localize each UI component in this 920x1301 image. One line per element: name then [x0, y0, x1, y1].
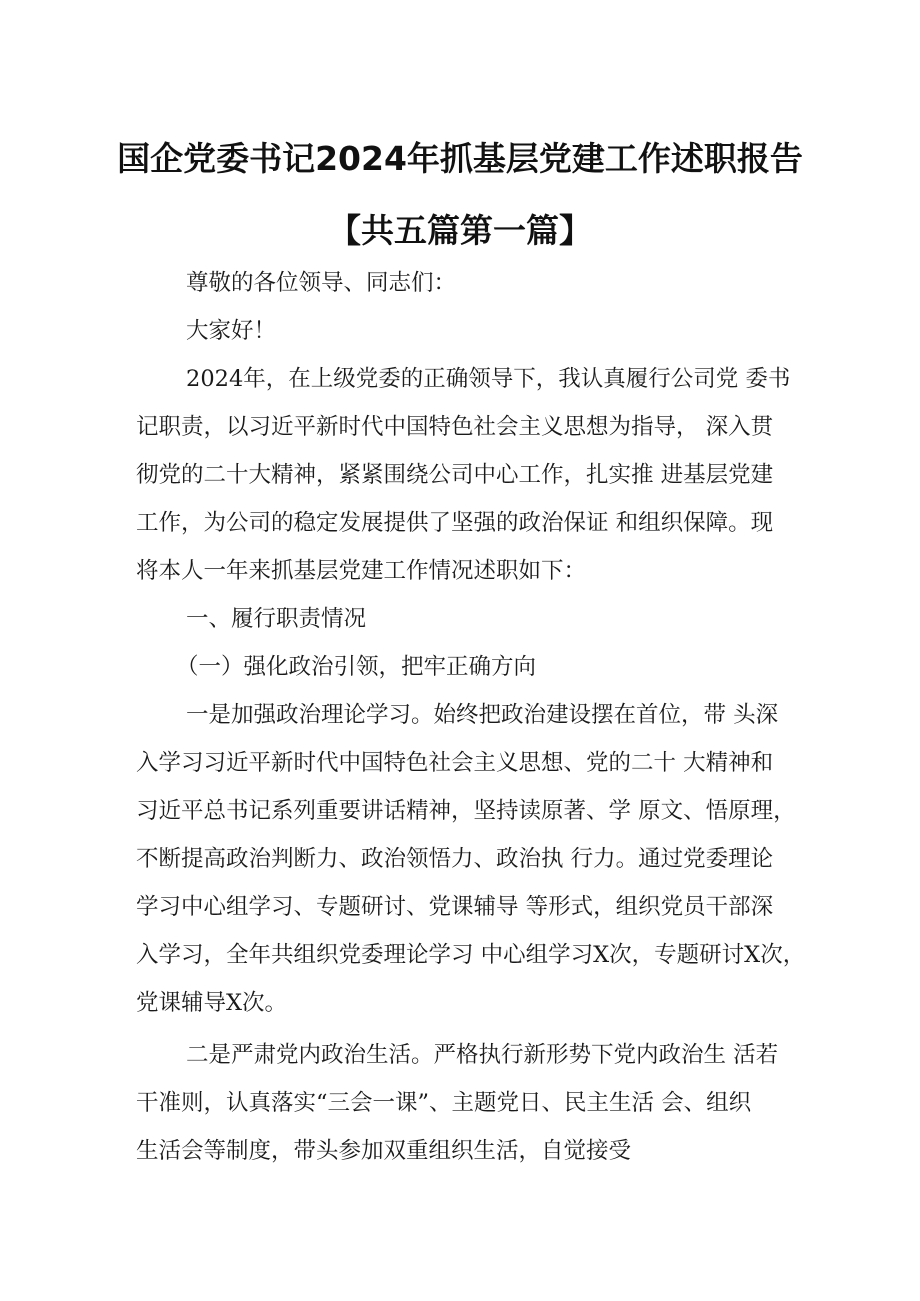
paragraph-2-line: 学习中心组学习、专题研讨、党课辅导 等形式，组织党员干部深: [136, 894, 774, 920]
paragraph-1-line: 2024年，在上级党委的正确领导下，我认真履行公司党 委书: [186, 366, 791, 392]
greeting: 大家好！: [186, 318, 277, 344]
paragraph-2-line: 一是加强政治理论学习。始终把政治建设摆在首位，带 头深: [186, 702, 779, 728]
paragraph-3-line: 干准则，认真落实“三会一课”、主题党日、民主生活 会、组织: [136, 1090, 752, 1116]
salutation: 尊敬的各位领导、同志们：: [186, 270, 457, 296]
paragraph-2-line: 党课辅导X次。: [136, 990, 288, 1016]
paragraph-2-line: 入学习习近平新时代中国特色社会主义思想、党的二十 大精神和: [136, 750, 774, 776]
section-heading: 一、履行职责情况: [186, 606, 367, 632]
subsection-heading: （一）强化政治引领，把牢正确方向: [176, 654, 537, 680]
paragraph-2-line: 习近平总书记系列重要讲话精神，坚持读原著、学 原文、悟原理，: [136, 798, 796, 824]
paragraph-1-line: 工作，为公司的稳定发展提供了坚强的政治保证 和组织保障。现: [136, 510, 774, 536]
document-subtitle: 【共五篇第一篇】: [328, 211, 592, 250]
paragraph-1-line: 将本人一年来抓基层党建工作情况述职如下：: [136, 558, 587, 584]
document-title: 国企党委书记2024年抓基层党建工作述职报告: [117, 139, 803, 178]
paragraph-1-line: 记职责，以习近平新时代中国特色社会主义思想为指导， 深入贯: [136, 414, 774, 440]
paragraph-1-line: 彻党的二十大精神，紧紧围绕公司中心工作，扎实推 进基层党建: [136, 462, 774, 488]
paragraph-3-line: 二是严肃党内政治生活。严格执行新形势下党内政治生 活若: [186, 1042, 779, 1068]
paragraph-2-line: 不断提高政治判断力、政治领悟力、政治执 行力。通过党委理论: [136, 846, 774, 872]
paragraph-3-line: 生活会等制度，带头参加双重组织生活，自觉接受: [136, 1138, 632, 1164]
paragraph-2-line: 入学习，全年共组织党委理论学习 中心组学习X次，专题研讨X次，: [136, 942, 806, 968]
